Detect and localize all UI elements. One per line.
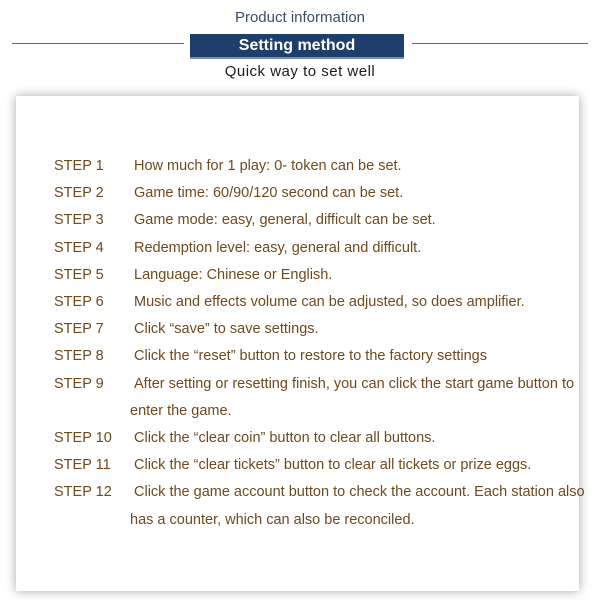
step-item <box>54 235 564 262</box>
section-banner: Setting method <box>190 34 404 57</box>
tagline: Quick way to set well <box>224 63 376 80</box>
step-description: has a counter, which can also be reconciled. <box>130 511 415 528</box>
step-description: Click the “clear tickets” button to clear all tickets or prize eggs. <box>134 457 532 474</box>
step-description: Click the “reset” button to restore to the factory settings <box>134 348 487 365</box>
step-description: enter the game. <box>130 402 232 419</box>
step-description: Redemption level: easy, general and difficult. <box>134 239 422 256</box>
step-description: Language: Chinese or English. <box>134 266 333 283</box>
step-number: STEP 7 <box>54 321 104 338</box>
step-number: STEP 12 <box>54 484 112 501</box>
step-item <box>54 343 564 370</box>
divider-left <box>12 43 184 44</box>
step-description: How much for 1 play: 0- token can be set. <box>134 158 402 174</box>
steps-list <box>54 153 585 534</box>
step-description: Music and effects volume can be adjusted, so does amplifier. <box>134 294 525 311</box>
step-description: Click the game account button to check the account. Each station also <box>134 484 585 501</box>
step-number: STEP 4 <box>54 239 104 256</box>
step-number: STEP 6 <box>54 294 104 311</box>
step-item <box>54 262 564 289</box>
divider-right <box>412 43 588 44</box>
step-number: STEP 11 <box>54 457 111 474</box>
step-item <box>54 289 564 316</box>
step-description: Click the “clear coin” button to clear all buttons. <box>134 430 436 447</box>
step-number: STEP 10 <box>54 430 112 447</box>
step-item <box>54 207 564 234</box>
step-item <box>54 425 564 452</box>
step-item <box>54 371 575 425</box>
step-number: STEP 9 <box>54 375 104 392</box>
step-description: Game mode: easy, general, difficult can be set. <box>134 212 436 229</box>
header-title: Product information <box>234 9 366 26</box>
step-item <box>54 316 564 343</box>
step-item <box>54 479 585 533</box>
step-description: After setting or resetting finish, you can click the start game button to <box>134 375 575 392</box>
step-number: STEP 3 <box>54 212 104 229</box>
step-number: STEP 1 <box>54 158 104 174</box>
step-item <box>54 180 564 207</box>
step-description: Game time: 60/90/120 second can be set. <box>134 185 404 202</box>
step-description: Click “save” to save settings. <box>134 321 319 338</box>
step-item <box>54 153 564 180</box>
step-number: STEP 5 <box>54 266 104 283</box>
step-number: STEP 2 <box>54 185 104 202</box>
step-number: STEP 8 <box>54 348 104 365</box>
step-item <box>54 452 564 479</box>
